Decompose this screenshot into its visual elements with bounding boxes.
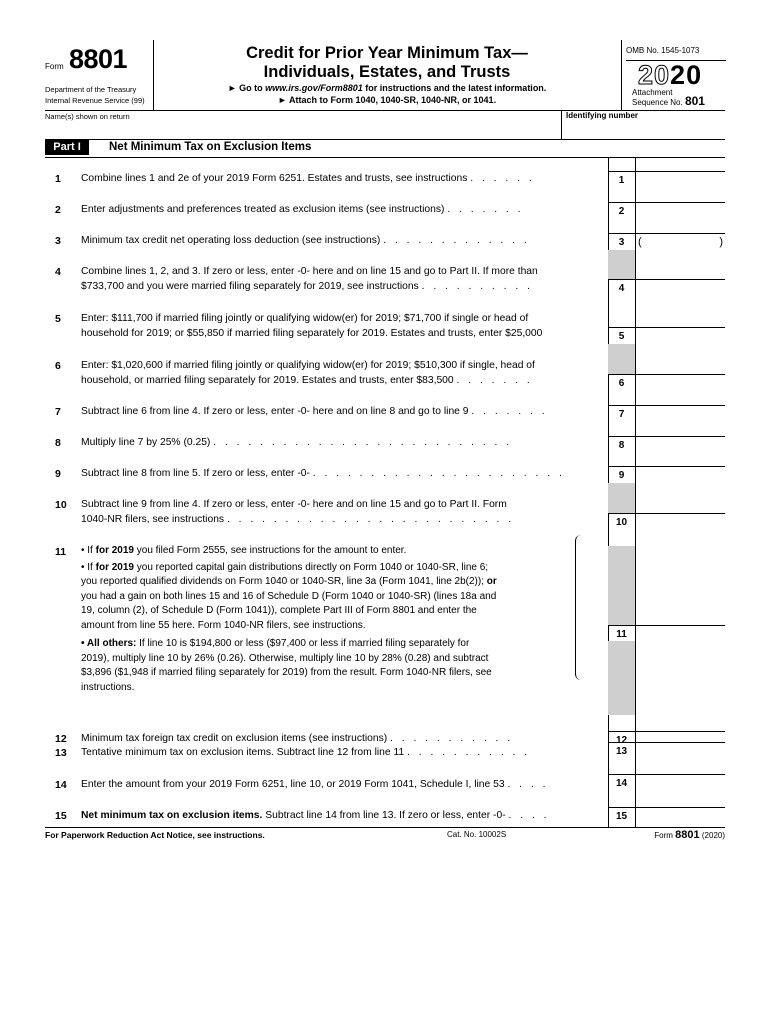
line-label-bold: Net minimum tax on exclusion items.: [81, 810, 263, 821]
line-text: [81, 202, 601, 217]
line-number: 4: [55, 266, 61, 278]
line-text: [81, 358, 601, 388]
bullet-3-line-4: instructions.: [81, 681, 135, 693]
leader-dots: . . . . . . .: [456, 375, 533, 386]
line-3: [45, 219, 725, 250]
line-label-1: Combine lines 1, 2, and 3. If zero or less, enter -0- here and on line 15 and go to Part II. If more than: [81, 266, 538, 277]
form-title-line-1: Credit for Prior Year Minimum Tax—: [246, 44, 528, 62]
amount-field-13[interactable]: [636, 742, 725, 760]
amount-field-11[interactable]: [636, 625, 725, 716]
form-footer: [45, 827, 725, 840]
line-label: Minimum tax credit net operating loss deduction (see instructions): [81, 235, 381, 246]
bullet-bold: or: [486, 576, 497, 587]
line-number: 14: [55, 779, 67, 791]
box-number: 9: [608, 466, 635, 484]
line-label-1: Enter: $111,700 if married filing jointly or qualifying widow(er) for 2019; $71,700 if single or head of: [81, 313, 529, 324]
attachment-sequence: [632, 88, 705, 107]
line-label: Subtract line 14 from line 13. If zero or less, enter -0-: [262, 810, 506, 821]
line-label: Minimum tax foreign tax credit on exclusion items (see instructions): [81, 733, 388, 744]
leader-dots: . . . .: [507, 779, 549, 790]
footer-form-word: Form: [654, 831, 673, 840]
amount-field-6[interactable]: [636, 374, 725, 392]
box-number: 4: [608, 279, 635, 297]
amount-field-2[interactable]: [636, 202, 725, 220]
box-number: 11: [608, 625, 635, 643]
bullet-2-line-3: you had a gain on both lines 15 and 16 of Schedule D (Form 1040 or 1040-SR) (lines 18a and: [81, 590, 497, 602]
line-number: 8: [55, 437, 61, 449]
amount-field-14[interactable]: [636, 774, 725, 792]
line-15: [45, 791, 725, 827]
amount-field-9[interactable]: [636, 466, 725, 484]
leader-dots: . . . . . .: [470, 173, 535, 184]
line-8: [45, 422, 725, 453]
line-label-2: $733,700 and you were married filing separately for 2019, see instructions: [81, 281, 419, 292]
line-text: [81, 808, 601, 823]
line-items: [45, 158, 725, 786]
line-number: 11: [55, 546, 67, 558]
line-number: 1: [55, 173, 61, 185]
id-label: Identifying number: [566, 111, 638, 120]
paren-close: ): [719, 236, 723, 248]
leader-dots: . . . . . . . . . . . . .: [383, 235, 530, 246]
year-solid: 20: [670, 60, 703, 90]
part-title: Net Minimum Tax on Exclusion Items: [109, 141, 312, 153]
line-label-2: 1040-NR filers, see instructions: [81, 514, 225, 525]
irs-url-link[interactable]: www.irs.gov/Form8801: [265, 83, 363, 93]
box-number: 14: [608, 774, 635, 792]
line-label-2: household for 2019; or $55,850 if married filing separately for 2019. Estates and trusts, enter $25,000: [81, 328, 543, 339]
line-text: [81, 404, 601, 419]
instruction-line-2: ► Attach to Form 1040, 1040-SR, 1040-NR, or 1041.: [277, 95, 497, 105]
bullet-text: you filed Form 2555, see instructions for the amount to enter.: [133, 545, 407, 556]
bullet-text: • If: [81, 561, 96, 573]
footer-form-id: [654, 829, 725, 841]
footer-form-number: 8801: [675, 829, 700, 841]
line-items-bottom: [45, 725, 725, 827]
box-number: 15: [608, 807, 635, 825]
line-label-2-wrap: [81, 512, 601, 527]
dept-line-1: Department of the Treasury: [45, 85, 137, 94]
bullet-2-line-4: 19, column (2), of Schedule D (Form 1041)), complete Part III of Form 8801 and enter the: [81, 605, 477, 616]
box-number: 8: [608, 436, 635, 454]
line-number: 7: [55, 406, 61, 418]
line-10: [45, 483, 725, 530]
bullet-bold: for 2019: [95, 561, 134, 573]
box-number: 2: [608, 202, 635, 220]
leader-dots: . . . .: [508, 810, 550, 821]
line-label: Subtract line 8 from line 5. If zero or less, enter -0-: [81, 468, 310, 479]
box-number: 5: [608, 327, 635, 345]
amount-field-8[interactable]: [636, 436, 725, 454]
line-number: 9: [55, 468, 61, 480]
bullet-2-line-1: [81, 561, 576, 576]
amount-field-3[interactable]: [636, 233, 725, 251]
form-number: 8801: [69, 44, 128, 74]
bullet-3-line-1: [81, 637, 576, 652]
brace-icon: [575, 535, 582, 680]
line-1: [45, 158, 725, 188]
form-header: [45, 40, 725, 111]
line-4: [45, 250, 725, 297]
dept-line-2: Internal Revenue Service (99): [45, 96, 145, 105]
line-text: [81, 264, 601, 294]
line-label: Multiply line 7 by 25% (0.25): [81, 437, 211, 448]
leader-dots: . . . . . . . . . . .: [407, 747, 531, 758]
bullet-bold: for 2019: [95, 545, 134, 556]
leader-dots: . . . . . . . . . . . . . . . . . . . . . . . . .: [226, 514, 515, 525]
line-11-bullet-2: [81, 561, 576, 634]
box-number: 6: [608, 374, 635, 392]
name-label: Name(s) shown on return: [45, 112, 130, 121]
line-number: 6: [55, 360, 61, 372]
tax-year: [638, 60, 702, 91]
line-text: [81, 466, 601, 481]
form-title-line-2: Individuals, Estates, and Trusts: [263, 63, 511, 81]
line-6: [45, 344, 725, 391]
bullet-text: • If: [81, 545, 96, 556]
amount-field-1[interactable]: [636, 171, 725, 189]
line-label-2-wrap: [81, 279, 601, 294]
amount-field-4[interactable]: [636, 279, 725, 297]
bullet-3-line-3: $3,896 ($1,948 if married filing separately for 2019) from the result. Form 1040-NR filers, see: [81, 667, 492, 678]
line-number: 3: [55, 235, 61, 247]
leader-dots: . . . . . . . . . . .: [390, 733, 514, 744]
title-block: [153, 40, 621, 110]
part-header: [45, 140, 725, 158]
line-label: Combine lines 1 and 2e of your 2019 Form 6251. Estates and trusts, see instructions: [81, 173, 468, 184]
name-id-row: [45, 111, 725, 140]
bullet-bold: • All others:: [81, 638, 137, 649]
line-label: Tentative minimum tax on exclusion items. Subtract line 12 from line 11: [81, 747, 405, 758]
line-label: Enter adjustments and preferences treated as exclusion items (see instructions): [81, 204, 445, 215]
form-word: Form: [45, 62, 64, 71]
line-label: Subtract line 6 from line 4. If zero or less, enter -0- here and on line 8 and go to line 9: [81, 406, 469, 417]
box-number: 10: [608, 513, 635, 531]
leader-dots: . . . . . . . . . . . . . . . . . . . . . . . . . .: [213, 437, 513, 448]
line-text: [81, 777, 601, 792]
footer-year: (2020): [701, 831, 725, 840]
bullet-text: If line 10 is $194,800 or less ($97,400 or less if married filing separately for: [136, 638, 470, 649]
form-8801: [45, 40, 725, 786]
line-label: Enter the amount from your 2019 Form 6251, line 10, or 2019 Form 1041, Schedule I, line 53: [81, 779, 505, 790]
line-number: 13: [55, 747, 67, 759]
line-11-text: [81, 544, 576, 695]
line-label-2-wrap: [81, 373, 601, 388]
line-11-bullet-1: [81, 544, 576, 559]
amount-field-15[interactable]: [636, 807, 725, 828]
line-text: [81, 497, 601, 527]
line-number: 10: [55, 499, 67, 511]
catalog-number: Cat. No. 10002S: [447, 830, 507, 839]
line-label-1: Subtract line 9 from line 4. If zero or less, enter -0- here and on line 15 and go to Part II. Form: [81, 499, 507, 510]
leader-dots: . . . . . . .: [447, 204, 524, 215]
leader-dots: . . . . . . .: [471, 406, 548, 417]
line-text: [81, 171, 601, 186]
amount-field-5[interactable]: [636, 327, 725, 345]
line-13: [45, 725, 725, 759]
line-14: [45, 759, 725, 791]
form-id-block: [45, 40, 154, 110]
instruction-prefix: ► Go to: [227, 83, 266, 93]
part-badge: Part I: [45, 140, 89, 155]
box-number: 1: [608, 171, 635, 189]
attachment-label: Attachment: [632, 88, 673, 97]
line-11: [45, 530, 725, 715]
box-number: 7: [608, 405, 635, 423]
line-11-bullet-3: [81, 637, 576, 695]
box-number: 3: [608, 233, 635, 251]
line-9: [45, 453, 725, 483]
bullet-2-line-5: amount from line 55 here. Form 1040-NR filers, see instructions.: [81, 619, 366, 631]
line-number: 2: [55, 204, 61, 216]
line-label-1: Enter: $1,020,600 if married filing jointly or qualifying widow(er) for 2019; $510,300 if single, head of: [81, 360, 535, 371]
paren-open: (: [638, 236, 642, 248]
leader-dots: . . . . . . . . . . . . . . . . . . . . . .: [312, 468, 565, 479]
amount-field-7[interactable]: [636, 405, 725, 423]
box-number: 12: [608, 731, 635, 749]
bullet-text: you reported qualified dividends on Form 1040 or 1040-SR, line 3a (Form 1041, line 2b(2));: [81, 576, 487, 587]
sequence-number: 801: [684, 94, 705, 108]
instruction-line-1: [153, 83, 621, 93]
line-number: 15: [55, 810, 67, 822]
sequence-label: Sequence No.: [632, 98, 683, 107]
paperwork-notice: For Paperwork Reduction Act Notice, see instructions.: [45, 830, 265, 840]
omb-block: [621, 40, 726, 110]
line-text: [81, 435, 601, 450]
line-label-2: household, or married filing separately for 2019. Estates and trusts, enter $83,500: [81, 375, 454, 386]
line-5: [45, 297, 725, 344]
identifying-number-field[interactable]: [561, 111, 638, 139]
line-text: [81, 745, 601, 760]
line-7: [45, 391, 725, 422]
line-text: [81, 233, 601, 248]
omb-number: OMB No. 1545-1073: [626, 46, 726, 61]
line-text: [81, 311, 601, 341]
bullet-2-line-2: [81, 575, 576, 590]
line-number: 12: [55, 733, 67, 745]
box-number: 13: [608, 742, 635, 760]
bullet-3-line-2: 2019), multiply line 10 by 26% (0.26). Otherwise, multiply line 10 by 28% (0.28) and subtract: [81, 652, 489, 664]
amount-field-10[interactable]: [636, 513, 725, 531]
year-hollow: 20: [638, 60, 671, 90]
instruction-suffix: for instructions and the latest information.: [362, 83, 547, 93]
line-number: 5: [55, 313, 61, 325]
line-2: [45, 188, 725, 219]
leader-dots: . . . . . . . . . .: [421, 281, 533, 292]
bullet-text: you reported capital gain distributions directly on Form 1040 or 1040-SR, line 6;: [133, 561, 489, 573]
